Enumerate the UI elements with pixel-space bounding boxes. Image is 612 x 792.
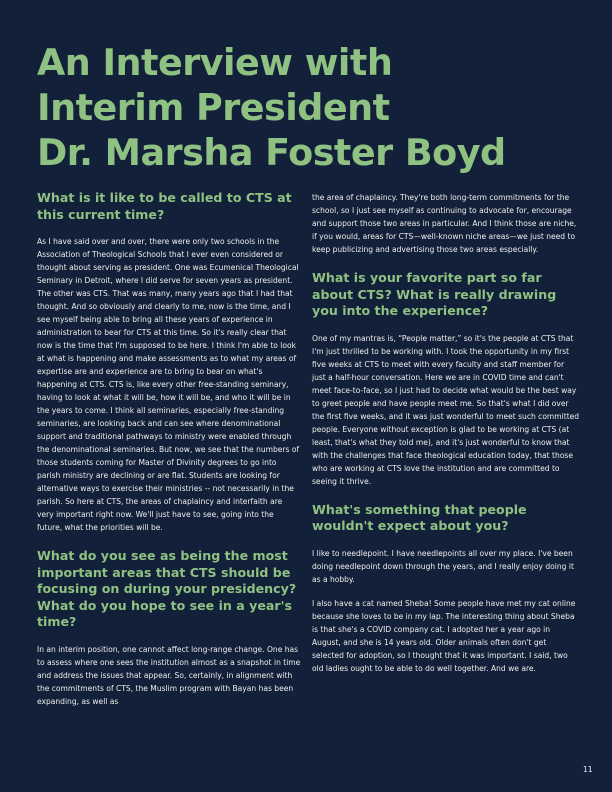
answer-paragraph: I also have a cat named Sheba! Some people have met my cat online because she loves to be in my lap. The interesting thing about Sheba is that she's a COVID company cat. I adopted her a year ago in August, and she is 14 years old. Older animals often don't get selected for adoption, so I thought that it was important. I said, two old ladies ought to be able to do well together. And we are.: [312, 598, 576, 673]
title-line-2: Interim President: [37, 86, 390, 129]
answer-paragraph: As I have said over and over, there were only two schools in the Association of Theological Schools that I ever even considered or thought about serving as president. One was Ecumenical Theological Seminary in Detroit, where I did serve for seven years as president. The other was CTS. That was many, many years ago that I had that thought. And so obviously and clearly to me, now is the time, and I see myself being able to bring all these years of experience in administration to bear for CTS at this time. So it's really clear that now is the time that I'm supposed to be here. I think I'm able to look at what is happening and make assessments as to what my areas of expertise are and experience are to bring to bear on what's happening at CTS. CTS is, like every other free-standing seminary, having to look at what it will be, how it will be, and who it will be in the years to come. I think all seminaries, especially free-standing seminaries, are looking back and can see where denominational support and traditional pathways to ministry were enabled through the denominational seminaries. But now, we see that the numbers of those students coming for Master of Divinity degrees to go into parish ministry are declining or are flat. Students are looking for alternative ways to exercise their ministries -- not necessarily in the parish. So here at CTS, the areas of chaplaincy and interfaith are very important right now. We'll just have to see, going into the future, what the priorities will be.: [37, 237, 300, 532]
right-column: [312, 191, 580, 675]
answer-paragraph: One of my mantras is, “People matter,” so it's the people at CTS that I'm just thrilled to be working with. I took the opportunity in my first five weeks at CTS to meet with every faculty and staff member for just a half-hour conversation. Here we are in COVID time and can't meet face-to-face, so I just had to decide what would be the best way to greet people and have people meet me. So that's what I did over the first five weeks, and it was just wonderful to meet such committed people. Everyone without exception is glad to be working at CTS (at least, that's what they told me), and it's just wonderful to know that with the challenges that face theological education today, that those who are working at CTS love the institution and are committed to seeing it thrive.: [312, 333, 580, 486]
question-heading: What do you see as being the most important areas that CTS should be focusing on during your presidency? What do you hope to see in a year's time?: [37, 548, 297, 629]
left-column: [37, 190, 301, 708]
title-line-3: Dr. Marsha Foster Boyd: [37, 131, 506, 174]
question-heading: What is it like to be called to CTS at this current time?: [37, 190, 292, 222]
page-number: 11: [583, 765, 593, 774]
answer-paragraph: In an interim position, one cannot affect long-range change. One has to assess where one sees the institution almost as a snapshot in time and address the issues that appear. So, certainly, in alignment with the commitments of CTS, the Muslim program with Bayan has been expanding, as well as: [37, 644, 301, 706]
question-heading: What's something that people wouldn't expect about you?: [312, 501, 527, 533]
page-title: [37, 40, 597, 175]
title-line-1: An Interview with: [37, 41, 393, 84]
question-heading: What is your favorite part so far about CTS? What is really drawing you into the experience?: [312, 270, 557, 318]
answer-paragraph: the area of chaplaincy. They're both long-term commitments for the school, so I just see myself as continuing to advocate for, encourage and support those two areas in particular. And I think those are niche, if you would, areas for CTS—well-known niche areas—we just need to keep publicizing and advertising those two areas especially.: [312, 193, 577, 254]
answer-paragraph: I like to needlepoint. I have needlepoints all over my place. I've been doing needlepoint down through the years, and I really enjoy doing it as a hobby.: [312, 548, 574, 584]
